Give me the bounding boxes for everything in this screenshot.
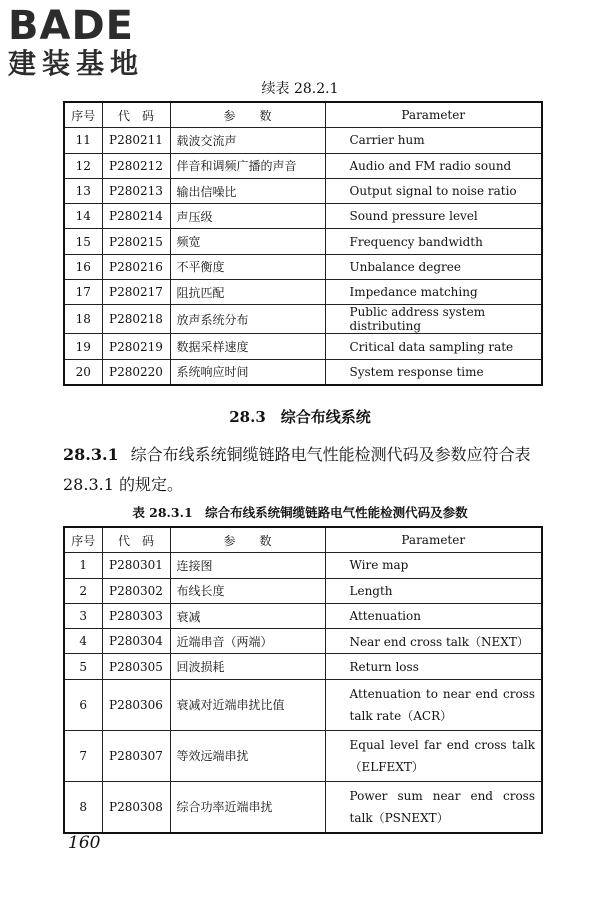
cell-index: 8 <box>64 781 102 833</box>
cell-index: 7 <box>64 730 102 781</box>
table-row <box>64 553 542 578</box>
cell-param-cn: 等效远端串扰 <box>170 730 325 781</box>
cell-code: P280304 <box>102 629 170 654</box>
table-row <box>64 603 542 628</box>
cell-param-cn: 衰减对近端串扰比值 <box>170 679 325 730</box>
cell-index: 17 <box>64 280 102 305</box>
table-row <box>64 578 542 603</box>
cell-code: P280307 <box>102 730 170 781</box>
cell-param-cn: 数据采样速度 <box>170 334 325 359</box>
table-row <box>64 128 542 153</box>
cell-param-en: Wire map <box>325 553 542 578</box>
table2-caption: 表 28.3.1 综合布线系统铜缆链路电气性能检测代码及参数 <box>132 505 468 520</box>
table-row <box>64 334 542 359</box>
cell-param-cn: 输出信噪比 <box>170 178 325 203</box>
cell-param-en: System response time <box>325 359 542 385</box>
table-row <box>64 153 542 178</box>
cell-param-en: Near end cross talk（NEXT） <box>325 629 542 654</box>
cell-param-en: Frequency bandwidth <box>325 229 542 254</box>
table-row <box>64 204 542 229</box>
table-row <box>64 781 542 833</box>
table-row <box>64 679 542 730</box>
cell-code: P280303 <box>102 603 170 628</box>
table-header-row <box>64 527 542 553</box>
cell-param-en: Output signal to noise ratio <box>325 178 542 203</box>
cell-param-en: Critical data sampling rate <box>325 334 542 359</box>
cell-param-cn: 衰减 <box>170 603 325 628</box>
logo-text-top: BADE <box>8 3 134 49</box>
cell-index: 6 <box>64 679 102 730</box>
cell-param-cn: 近端串音（两端） <box>170 629 325 654</box>
page-number: 160 <box>68 833 101 853</box>
cell-param-en: Carrier hum <box>325 128 542 153</box>
table1-caption: 续表 28.2.1 <box>261 81 339 97</box>
cell-param-en: Public address system distributing <box>325 305 542 334</box>
cell-param-en: Attenuation <box>325 603 542 628</box>
cell-param-en: Power sum near end cross talk（PSNEXT） <box>325 781 542 833</box>
clause-paragraph <box>63 440 548 500</box>
cell-code: P280215 <box>102 229 170 254</box>
cell-param-cn: 综合功率近端串扰 <box>170 781 325 833</box>
cell-code: P280211 <box>102 128 170 153</box>
cell-param-en: Unbalance degree <box>325 254 542 279</box>
cell-index: 19 <box>64 334 102 359</box>
cell-code: P280213 <box>102 178 170 203</box>
cell-param-cn: 不平衡度 <box>170 254 325 279</box>
cell-index: 14 <box>64 204 102 229</box>
cell-index: 2 <box>64 578 102 603</box>
table-row <box>64 359 542 385</box>
table-row <box>64 629 542 654</box>
cell-param-cn: 放声系统分布 <box>170 305 325 334</box>
cell-code: P280214 <box>102 204 170 229</box>
clause-text: 综合布线系统铜缆链路电气性能检测代码及参数应符合表 28.3.1 的规定。 <box>63 445 531 494</box>
header-param-en: Parameter <box>325 527 542 553</box>
section-title: 28.3 综合布线系统 <box>229 408 371 426</box>
cell-param-en: Return loss <box>325 654 542 679</box>
header-index: 序号 <box>64 102 102 128</box>
cell-param-cn: 布线长度 <box>170 578 325 603</box>
cell-code: P280220 <box>102 359 170 385</box>
cell-param-en: Length <box>325 578 542 603</box>
cell-param-cn: 载波交流声 <box>170 128 325 153</box>
clause-number: 28.3.1 <box>63 445 119 464</box>
cell-code: P280301 <box>102 553 170 578</box>
table-row <box>64 654 542 679</box>
cell-param-en: Audio and FM radio sound <box>325 153 542 178</box>
cell-param-cn: 伴音和调频广播的声音 <box>170 153 325 178</box>
cell-index: 20 <box>64 359 102 385</box>
cell-code: P280306 <box>102 679 170 730</box>
table-row <box>64 280 542 305</box>
cell-index: 5 <box>64 654 102 679</box>
cell-param-cn: 声压级 <box>170 204 325 229</box>
cell-index: 18 <box>64 305 102 334</box>
cell-param-en: Equal level far end cross talk（ELFEXT） <box>325 730 542 781</box>
cell-param-en: Sound pressure level <box>325 204 542 229</box>
bade-logo <box>8 4 144 80</box>
logo-text-bottom: 建装基地 <box>8 47 145 80</box>
table-row <box>64 229 542 254</box>
cell-index: 12 <box>64 153 102 178</box>
cell-code: P280218 <box>102 305 170 334</box>
cell-param-cn: 系统响应时间 <box>170 359 325 385</box>
table-row <box>64 178 542 203</box>
cell-code: P280305 <box>102 654 170 679</box>
cell-index: 4 <box>64 629 102 654</box>
cell-code: P280302 <box>102 578 170 603</box>
cell-index: 13 <box>64 178 102 203</box>
table-row <box>64 730 542 781</box>
header-code: 代 码 <box>102 527 170 553</box>
cell-code: P280212 <box>102 153 170 178</box>
table-continued-28-2-1 <box>63 101 543 386</box>
cell-param-cn: 连接图 <box>170 553 325 578</box>
table-row <box>64 254 542 279</box>
cell-index: 3 <box>64 603 102 628</box>
cell-param-cn: 频宽 <box>170 229 325 254</box>
cell-index: 11 <box>64 128 102 153</box>
table-header-row <box>64 102 542 128</box>
cell-code: P280308 <box>102 781 170 833</box>
cell-param-en: Attenuation to near end cross talk rate（ACR） <box>325 679 542 730</box>
cell-code: P280219 <box>102 334 170 359</box>
cell-param-cn: 阻抗匹配 <box>170 280 325 305</box>
cell-param-cn: 回波损耗 <box>170 654 325 679</box>
table-28-3-1 <box>63 526 543 834</box>
header-param-cn: 参 数 <box>170 527 325 553</box>
cell-param-en: Impedance matching <box>325 280 542 305</box>
table-row <box>64 305 542 334</box>
cell-code: P280216 <box>102 254 170 279</box>
cell-code: P280217 <box>102 280 170 305</box>
header-code: 代 码 <box>102 102 170 128</box>
header-index: 序号 <box>64 527 102 553</box>
header-param-en: Parameter <box>325 102 542 128</box>
header-param-cn: 参 数 <box>170 102 325 128</box>
cell-index: 15 <box>64 229 102 254</box>
cell-index: 16 <box>64 254 102 279</box>
cell-index: 1 <box>64 553 102 578</box>
